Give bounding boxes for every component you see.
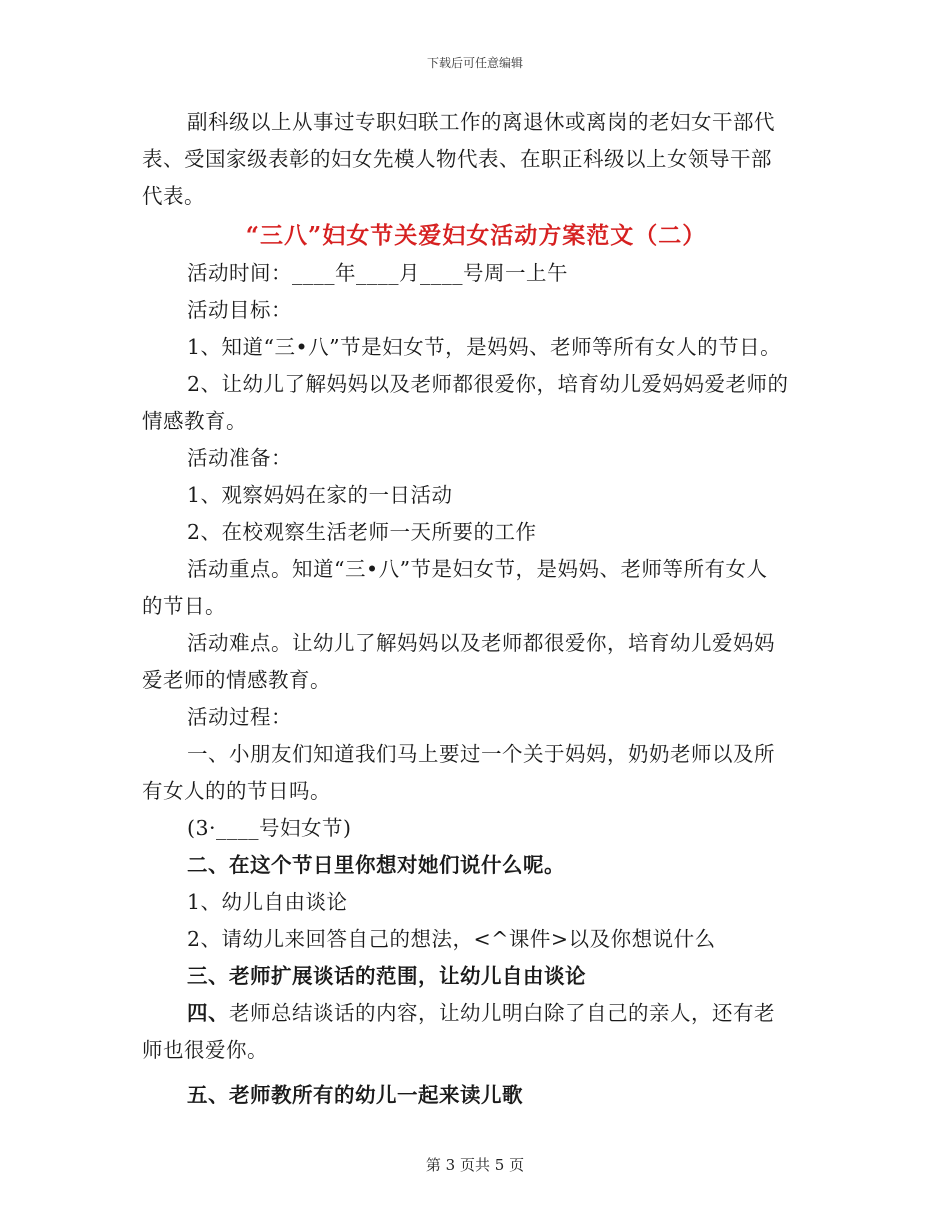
prep-item-1: 1、观察妈妈在家的一日活动 (187, 483, 453, 507)
paragraph-line: 代表。 (142, 184, 205, 208)
page-header: 下载后可任意编辑 (426, 56, 523, 70)
step-2-item-1: 1、幼儿自由谈论 (187, 890, 348, 914)
goal-item-2-cont: 情感教育。 (142, 409, 247, 433)
activity-prep-heading: 活动准备： (187, 446, 292, 470)
activity-difficulty-cont: 爱老师的情感教育。 (142, 668, 331, 692)
process-step-1: 一、小朋友们知道我们马上要过一个关于妈妈，奶奶老师以及所 (187, 742, 775, 766)
step-2-item-2: 2、请幼儿来回答自己的想法，<^课件>以及你想说什么 (187, 927, 716, 951)
activity-goals-heading: 活动目标： (187, 298, 292, 322)
goal-item-1: 1、知道“三•八”节是妇女节，是妈妈、老师等所有女人的节日。 (187, 335, 782, 359)
process-step-5: 五、老师教所有的幼儿一起来读儿歌 (187, 1083, 523, 1107)
process-step-4-cont: 师也很爱你。 (142, 1038, 268, 1062)
step-4-number: 四、 (187, 1001, 229, 1025)
process-step-4 (142, 995, 810, 1032)
process-step-2: 二、在这个节日里你想对她们说什么呢。 (187, 853, 565, 877)
activity-key-point: 活动重点。知道“三•八”节是妇女节，是妈妈、老师等所有女人 (187, 557, 768, 581)
paragraph-line: 表、受国家级表彰的妇女先模人物代表、在职正科级以上女领导干部 (142, 147, 772, 171)
activity-key-point-cont: 的节日。 (142, 594, 226, 618)
activity-process-heading: 活动过程： (187, 705, 292, 729)
goal-item-2: 2、让幼儿了解妈妈以及老师都很爱你，培育幼儿爱妈妈爱老师的 (187, 372, 789, 396)
activity-time: 活动时间：____年____月____号周一上午 (187, 261, 568, 285)
document-body (142, 104, 810, 1114)
page-footer: 第 3 页共 5 页 (425, 1156, 525, 1174)
prep-item-2: 2、在校观察生活老师一天所要的工作 (187, 520, 537, 544)
process-step-3: 三、老师扩展谈话的范围，让幼儿自由谈论 (187, 964, 586, 988)
paragraph-line: 副科级以上从事过专职妇联工作的离退休或离岗的老妇女干部代 (187, 110, 775, 134)
section-title: “三八”妇女节关爱妇女活动方案范文（二） (245, 222, 707, 249)
process-step-1-note: (3·____号妇女节) (187, 816, 352, 840)
activity-difficulty: 活动难点。让幼儿了解妈妈以及老师都很爱你，培育幼儿爱妈妈 (187, 631, 775, 655)
process-step-1-cont: 有女人的的节日吗。 (142, 779, 331, 803)
step-4-text: 老师总结谈话的内容，让幼儿明白除了自己的亲人，还有老 (229, 1001, 775, 1025)
